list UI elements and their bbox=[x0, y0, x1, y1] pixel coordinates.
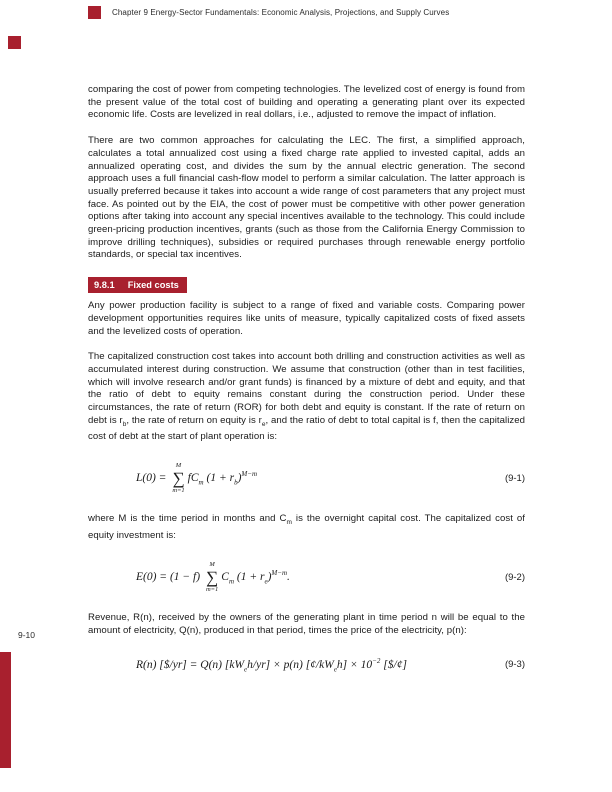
equation-lhs: E(0) = (1 − f) bbox=[136, 570, 203, 583]
subscript-m: m bbox=[228, 577, 235, 586]
sigma-icon: ∑ bbox=[206, 567, 219, 587]
page-content bbox=[88, 84, 525, 692]
equation-term: h/yr] × p(n) [¢/kW bbox=[247, 659, 334, 672]
page-number: 9-10 bbox=[18, 630, 36, 640]
subscript-b: b bbox=[122, 420, 127, 428]
equation-number: (9-1) bbox=[504, 473, 525, 485]
subscript-e: e bbox=[264, 577, 268, 586]
paragraph-text: The capitalized construction cost takes into account both drilling and construction activities as well as accumulated interest during construction. We assume that construction (other than in test facilities, which will involve research and/or grant funds) is financed by a mixture of debt and equity, and that the ratio of debt to equity remains constant during the construction period. Under these circumstances, the rate of return (ROR) for both debt and equity is constant. If the rate of return on debt is r bbox=[88, 351, 525, 426]
paragraph-levelized-cost: comparing the cost of power from competing technologies. The levelized cost of energy is found from the present value of the total cost of building and operating a generating plant over its expected economic life. Costs are levelized in real dollars, i.e., adjusted to remove the impact of inflation. bbox=[88, 84, 525, 121]
section-heading bbox=[88, 277, 187, 293]
subscript-m: m bbox=[198, 478, 204, 487]
sum-upper-limit: M bbox=[209, 560, 215, 568]
subscript-e: e bbox=[333, 665, 337, 674]
sum-lower-limit: m=1 bbox=[172, 487, 185, 495]
subscript-b: b bbox=[234, 478, 238, 487]
equation-term: (1 + r bbox=[234, 570, 265, 583]
subscript-e: e bbox=[261, 420, 266, 428]
section-title: Fixed costs bbox=[127, 280, 179, 291]
section-number: 9.8.1 bbox=[94, 280, 115, 291]
equation-9-3 bbox=[88, 655, 525, 673]
paragraph-overnight-capital bbox=[88, 513, 525, 542]
exponent: M−m bbox=[241, 470, 258, 479]
exponent: M−m bbox=[271, 569, 288, 578]
paragraph-text: , and the ratio of debt to total capital is f, then the capitalized cost of debt at the start of plant operation is: bbox=[88, 414, 525, 443]
equation-term: R(n) [$/yr] = Q(n) [kW bbox=[136, 659, 245, 672]
sum-lower-limit: m=1 bbox=[205, 585, 219, 593]
equation-9-2 bbox=[88, 561, 525, 594]
sum-upper-limit: M bbox=[175, 462, 182, 470]
equation-number: (9-2) bbox=[504, 571, 525, 583]
equation-period: . bbox=[287, 570, 290, 583]
paragraph-text: is the overnight capital cost. The capitalized cost of equity investment is: bbox=[88, 513, 525, 541]
summation-symbol bbox=[206, 561, 218, 594]
margin-accent-square bbox=[8, 36, 21, 49]
equation-body bbox=[136, 655, 505, 673]
paragraph-fixed-variable-costs: Any power production facility is subject to a range of fixed and variable costs. Comparing power development opportunities requires like units of measure, typically capitalized costs of fixed assets and the levelized costs of operation. bbox=[88, 300, 525, 337]
paragraph-revenue: Revenue, R(n), received by the owners of the generating plant in time period n will be equal to the amount of electricity, Q(n), produced in that period, times the price of the electricity, p(n): bbox=[88, 611, 525, 636]
subscript-e: e bbox=[244, 665, 248, 674]
equation-lhs: L(0) = bbox=[136, 472, 170, 485]
equation-body bbox=[136, 462, 505, 495]
equation-term: ) bbox=[237, 472, 242, 485]
equation-term: ) bbox=[267, 570, 272, 583]
subscript-m: m bbox=[286, 519, 292, 527]
equation-term: C bbox=[221, 570, 229, 583]
equation-term: fC bbox=[187, 472, 199, 485]
paragraph-capitalized-construction bbox=[88, 351, 525, 444]
running-header-text: Chapter 9 Energy-Sector Fundamentals: Economic Analysis, Projections, and Supply Curves bbox=[112, 8, 450, 17]
equation-term: (1 + r bbox=[203, 472, 235, 485]
paragraph-lec-approaches: There are two common approaches for calculating the LEC. The first, a simplified approach, calculates a total annualized cost using a fixed charge rate applied to invested capital, adds an annualized operating cost, and divides the sum by the annual electric generation. The second approach uses a full financial cash-flow model to perform a similar calculation. The latter approach is usually preferred because it takes into account a wide range of cost parameters that any project must face. As pointed out by the EIA, the cost of power must be competitive with other power generation options after taking into account any special incentives available to the technology. This could include green-pricing production incentives, grants (such as those from the California Energy Commission to improve drilling techniques), subsidies or required purchases through renewable energy portfolio standards, or special tax incentives. bbox=[88, 135, 525, 261]
paragraph-text: , the rate of return on equity is r bbox=[126, 414, 262, 426]
margin-bar bbox=[0, 652, 11, 768]
sigma-icon: ∑ bbox=[172, 469, 185, 489]
exponent: −2 bbox=[372, 657, 381, 666]
header-accent-square bbox=[88, 6, 101, 19]
equation-term: h] × 10 bbox=[336, 659, 373, 672]
equation-9-1 bbox=[88, 462, 525, 495]
running-header bbox=[88, 6, 449, 19]
equation-number: (9-3) bbox=[504, 658, 525, 670]
paragraph-text: where M is the time period in months and C bbox=[88, 513, 287, 525]
equation-term: [$/¢] bbox=[380, 659, 407, 672]
summation-symbol bbox=[172, 462, 184, 495]
equation-body bbox=[136, 561, 505, 594]
